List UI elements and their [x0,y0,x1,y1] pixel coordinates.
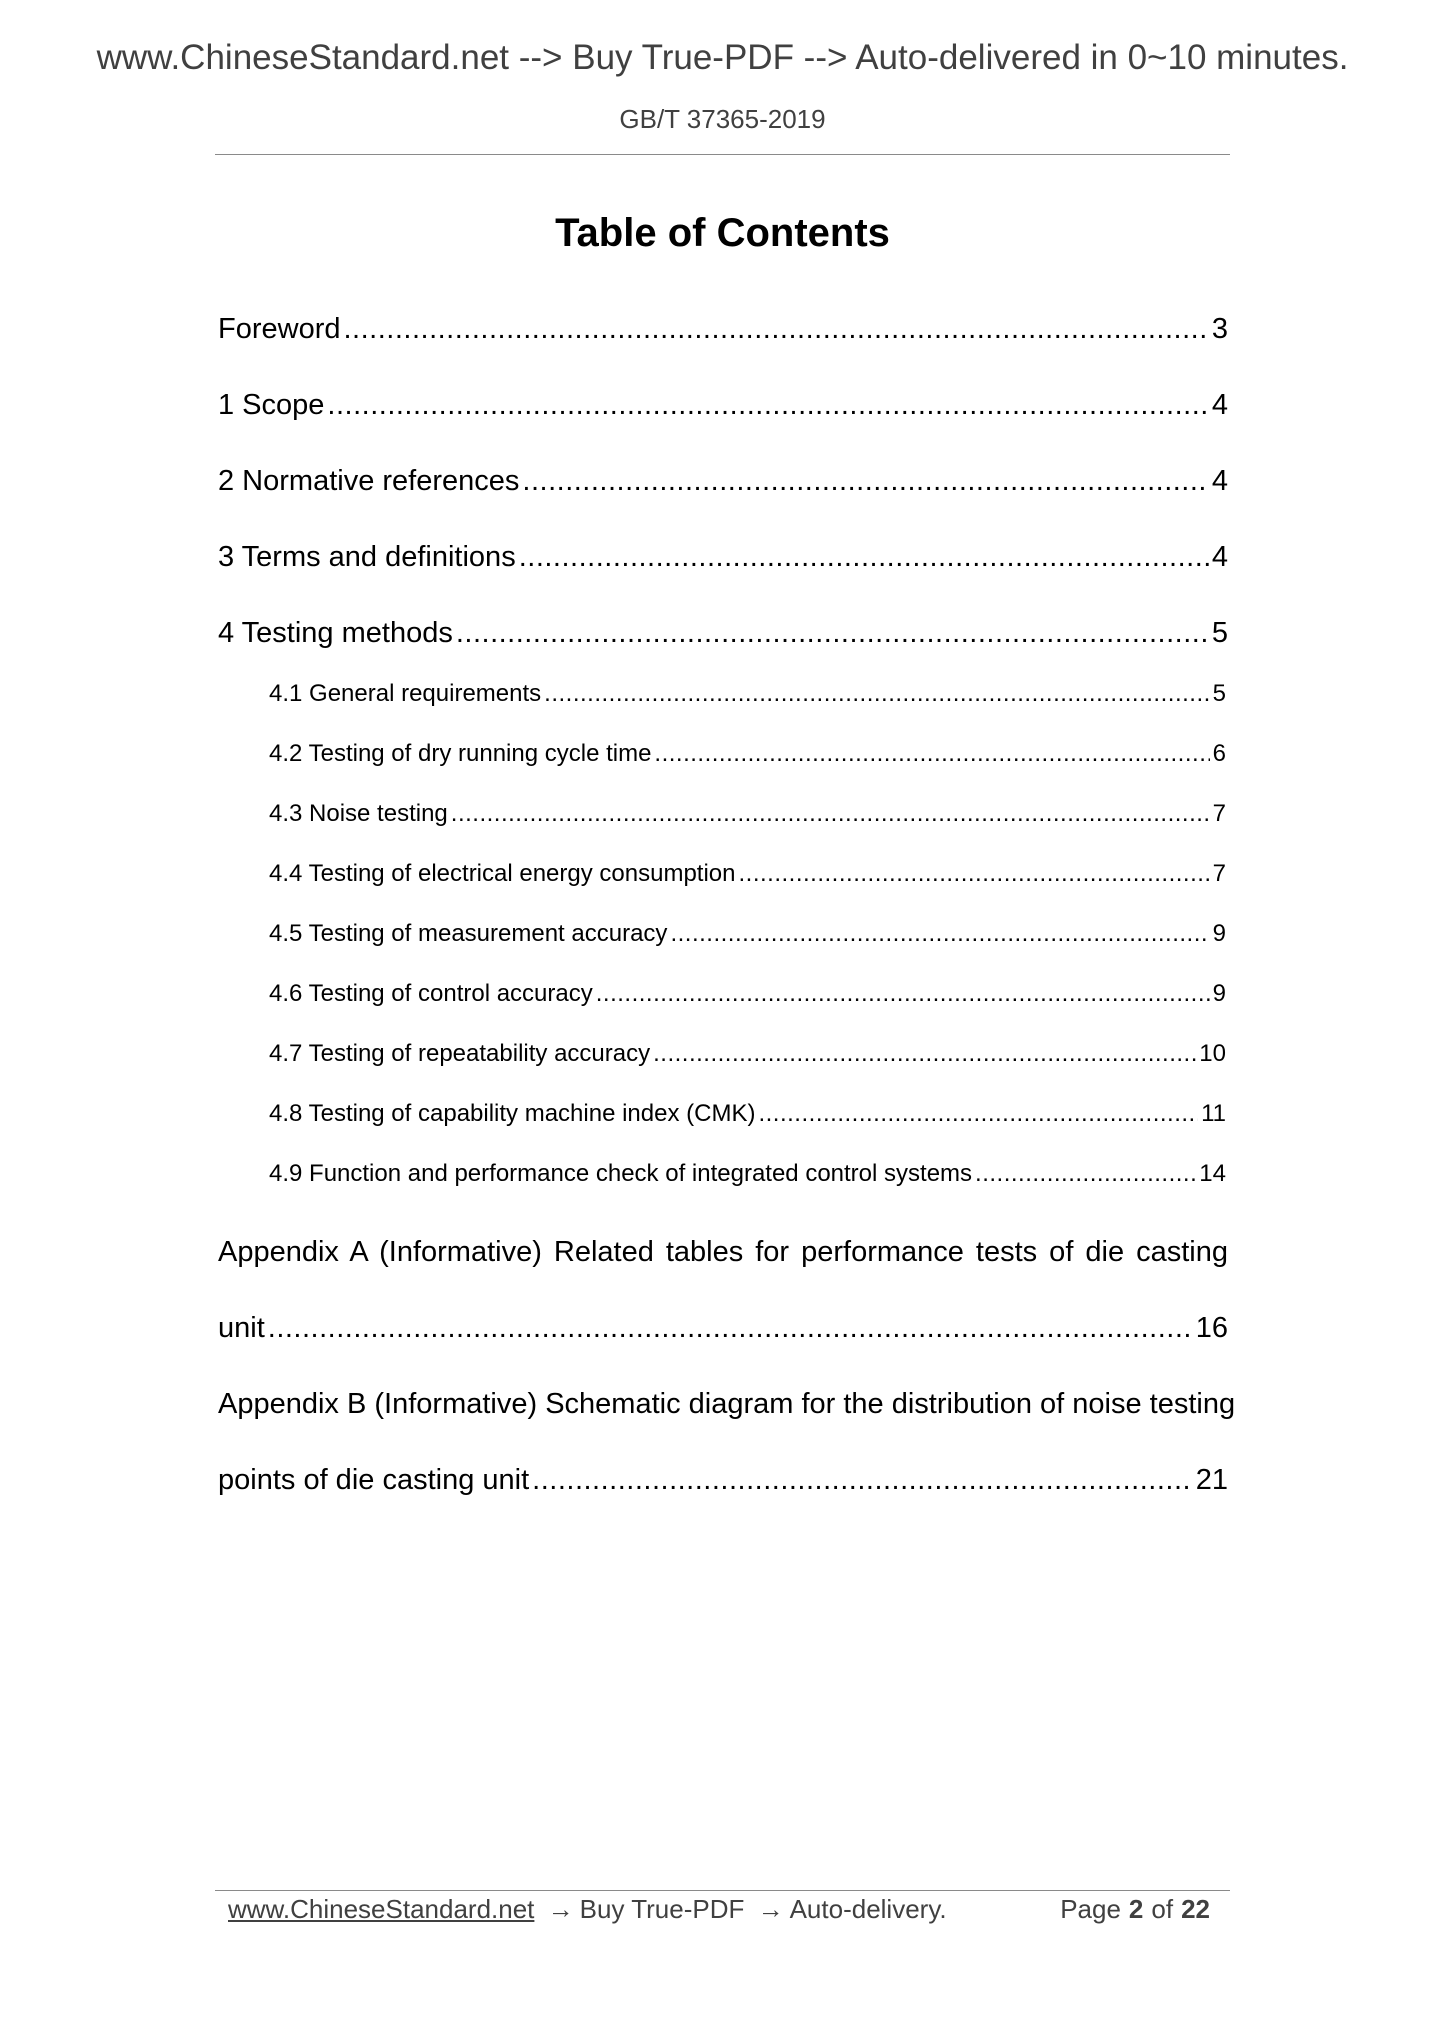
toc-entry-appendix-b-line1[interactable] [218,1388,1236,1421]
dot-leader [268,1312,1193,1345]
toc-entry-4-8[interactable] [269,1100,1226,1128]
page-total: 22 [1181,1894,1210,1924]
dot-leader [975,1160,1196,1188]
toc-entry-label: 2 Normative references [218,465,520,497]
toc-entry-4-5[interactable] [269,920,1226,948]
toc-entry-4-9[interactable] [269,1160,1226,1188]
toc-entry-4-2[interactable] [269,740,1226,768]
dot-leader [519,541,1209,574]
toc-entry-page: 7 [1212,800,1226,827]
toc-entry-page: 4 [1211,541,1228,573]
toc-entry-4-4[interactable] [269,860,1226,888]
toc-entry-label: Foreword [218,313,341,345]
footer [228,1894,1218,1925]
standard-code: GB/T 37365-2019 [619,104,826,134]
footer-left [228,1894,947,1925]
toc-entry-label: 4.3 Noise testing [269,800,448,827]
toc-entry-page: 4 [1211,465,1228,497]
toc-entry-foreword[interactable] [218,313,1228,346]
toc-entry-appendix-a-line2[interactable] [218,1312,1228,1345]
footer-divider [215,1890,1230,1891]
dot-leader [670,920,1209,948]
dot-leader [758,1100,1198,1128]
dot-leader [532,1464,1193,1497]
toc-entry-terms-definitions[interactable] [218,541,1228,574]
toc-entry-label: points of die casting unit [218,1464,530,1496]
toc-entry-page: 5 [1211,617,1228,649]
toc-entry-page: 11 [1201,1100,1226,1127]
dot-leader [451,800,1210,828]
toc-entry-testing-methods[interactable] [218,617,1228,650]
footer-buy-text: Buy True-PDF [579,1894,745,1924]
toc-entry-page: 21 [1195,1464,1228,1496]
toc-entry-label: 4.2 Testing of dry running cycle time [269,740,652,767]
toc-entry-page: 14 [1199,1160,1226,1187]
toc-entry-label: 4.5 Testing of measurement accuracy [269,920,668,947]
toc-entry-appendix-a-line1[interactable] [218,1236,1228,1269]
toc-entry-label: 4.7 Testing of repeatability accuracy [269,1040,651,1067]
dot-leader [544,680,1209,708]
dot-leader [654,740,1209,768]
toc-entry-label: 4.1 General requirements [269,680,542,707]
toc-entry-page: 6 [1212,740,1226,767]
page-of: of [1151,1894,1174,1924]
toc-entry-label: Appendix A (Informative) Related tables for performance tests of die casting [218,1236,1228,1268]
toc-entry-4-1[interactable] [269,680,1226,708]
toc-entry-scope[interactable] [218,389,1228,422]
toc-entry-page: 4 [1211,389,1228,421]
toc-entry-label: 4.4 Testing of electrical energy consumption [269,860,736,887]
toc-entry-label: 4 Testing methods [218,617,453,649]
dot-leader [653,1040,1196,1068]
footer-delivery-text: Auto-delivery. [789,1894,947,1924]
dot-leader [596,980,1210,1008]
dot-leader [327,389,1208,422]
dot-leader [739,860,1210,888]
toc-entry-label: unit [218,1312,265,1344]
page-indicator [1060,1894,1218,1925]
toc-entry-appendix-b-line2[interactable] [218,1464,1228,1497]
dot-leader [344,313,1209,346]
arrow-right-icon: → [547,1894,574,1924]
toc-entry-page: 9 [1212,980,1226,1007]
page-word: Page [1060,1894,1121,1924]
toc-entry-page: 7 [1212,860,1226,887]
toc-entry-label: 4.8 Testing of capability machine index (CMK) [269,1100,756,1127]
toc-entry-4-6[interactable] [269,980,1226,1008]
toc-entry-page: 9 [1212,920,1226,947]
toc-entry-label: Appendix B (Informative) Schematic diagram for the distribution of noise testing [218,1388,1236,1420]
toc-entry-label: 4.6 Testing of control accuracy [269,980,593,1007]
toc-entry-normative-references[interactable] [218,465,1228,498]
page-title: Table of Contents [555,211,890,255]
toc-entry-page: 3 [1211,313,1228,345]
toc-entry-label: 3 Terms and definitions [218,541,516,573]
toc-entry-page: 10 [1199,1040,1226,1067]
toc-entry-label: 1 Scope [218,389,325,421]
arrow-right-icon: → [757,1894,784,1924]
toc-entry-page: 5 [1212,680,1226,707]
dot-leader [522,465,1208,498]
page-current: 2 [1128,1894,1144,1924]
toc-entry-label: 4.9 Function and performance check of integrated control systems [269,1160,973,1187]
toc-entry-4-3[interactable] [269,800,1226,828]
top-banner: www.ChineseStandard.net --> Buy True-PDF --> Auto-delivered in 0~10 minutes. [96,38,1349,77]
toc-entry-4-7[interactable] [269,1040,1226,1068]
dot-leader [456,617,1209,650]
toc-entry-page: 16 [1195,1312,1228,1344]
footer-link[interactable]: www.ChineseStandard.net [228,1894,535,1924]
